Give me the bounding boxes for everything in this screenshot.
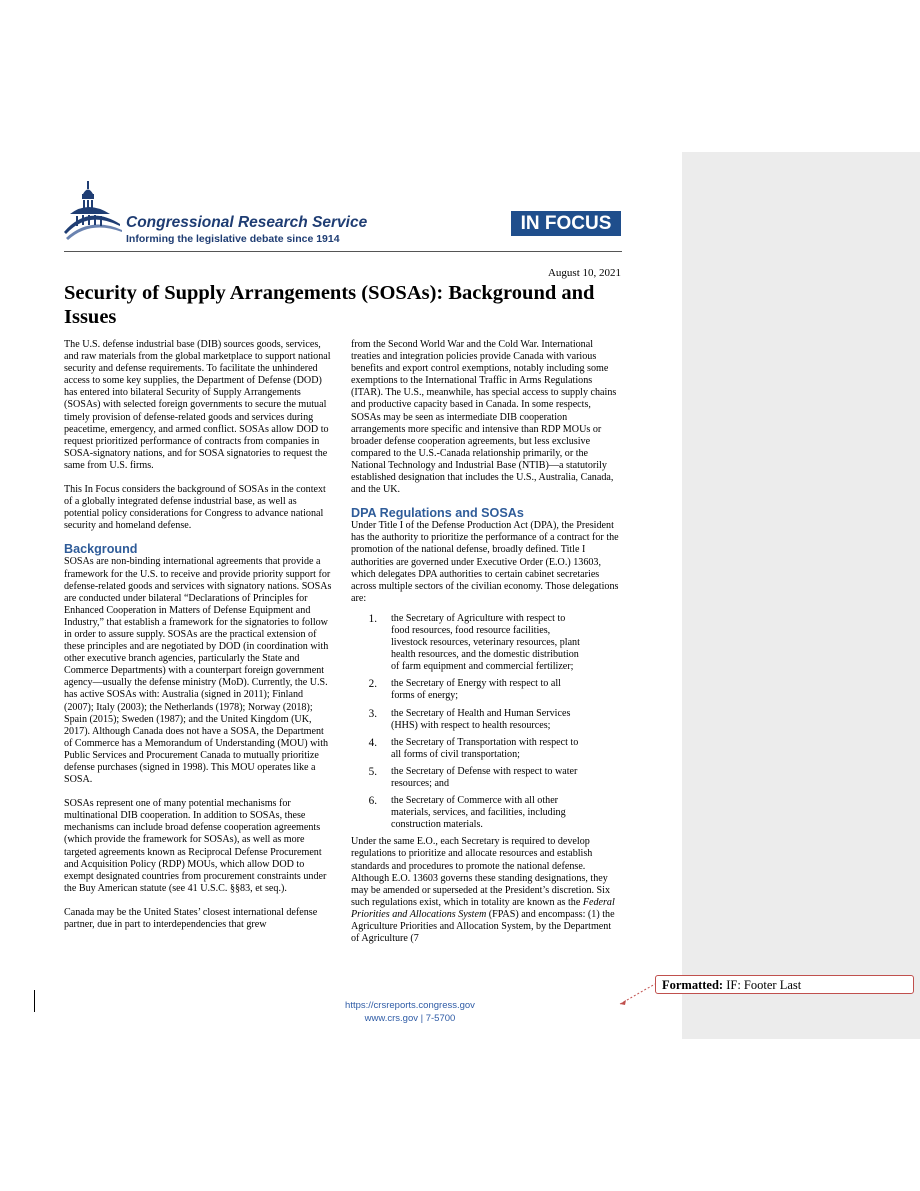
formatting-comment-balloon[interactable]: Formatted: IF: Footer Last [655,975,914,994]
list-item: 6. the Secretary of Commerce with all other materials, services, and facilities, including construction materials. [368,795,566,831]
left-column [64,339,334,943]
heading-background: Background [64,542,138,557]
regulations-paragraph: Under the same E.O., each Secretary is required to develop regulations to prioritize and allocate resources and establish standards and procedures to promote the national defense. Although E.O. 13603 governs these standing designations, they may be amended or superseded at the President’s discretion. Six such regulations exist, which in totality are known as the Federal Priorities and Allocations System (FPAS) and encompass: (1) the Agriculture Priorities and Allocation System, by the Department of Agriculture (7 [351,836,615,945]
list-item: 3. the Secretary of Health and Human Services (HHS) with respect to health resources; [368,707,571,731]
logo-title: Congressional Research Service [126,214,368,231]
comment-margin-pane [682,152,920,1039]
change-bar [34,990,35,1012]
footer-crs-info: www.crs.gov | 7-5700 [364,1013,456,1024]
header-divider [64,251,622,252]
list-item: 1. the Secretary of Agriculture with respect to food resources, food resource facilities, livestock resources, veterinary resources, plant health resources, and the domestic distribution of farm equipment and commercial fertilizer; [368,612,580,673]
mechanisms-paragraph: SOSAs represent one of many potential mechanisms for multinational DIB cooperation. In addition to SOSAs, these mechanisms can include broad defense cooperation agreements (which provide the framework for SOSAs), as well as more targeted agreements known as Reciprocal Defense Procurement and Acquisition Policy (RDP) MOUs, which allow DOD to exempt designated countries from procurement constraints under the Buy American statute (see 41 U.S.C. §§83, et seq.). [64,798,327,894]
dpa-paragraph: Under Title I of the Defense Production Act (DPA), the President has the authority to prioritize the performance of a contract for the promotion of the national defense, broadly defined. Title I authorities are governed under Executive Order (E.O.) 13603, which delegates DPA authorities to certain cabinet secretaries across multiple sectors of the civilian economy. Those delegations are: [351,520,619,604]
heading-dpa: DPA Regulations and SOSAs [351,506,524,521]
capitol-dome-icon [62,180,126,244]
canada-paragraph: Canada may be the United States’ closest international defense partner, due in part to interdependencies that grew [64,906,318,931]
canada-continued-paragraph: from the Second World War and the Cold War. International treaties and integration policies provide Canada with various benefits and export control exemptions, notably including some exemptions to the International Traffic in Arms Regulations (ITAR). The U.S., meanwhile, has special access to supply chains and productive capacity based in Canada. In some respects, SOSAs may be seen as intermediate DIB cooperation arrangements more specific and intensive than RDP MOUs or broader defense cooperation agreements, but less exclusive compared to the U.S.-Canada relationship primarily, or the National Technology and Industrial Base (NTIB)—a statutorily established designation that includes the U.S., Australia, Canada, and the UK. [351,339,617,496]
right-column [351,339,621,957]
delegations-list [351,613,621,832]
publication-date: August 10, 2021 [547,267,621,279]
footer-link-crsreports[interactable]: https://crsreports.congress.gov [345,1000,475,1011]
logo-subtitle: Informing the legislative debate since 1914 [126,233,340,245]
list-item: 5. the Secretary of Defense with respect to water resources; and [368,765,578,789]
background-paragraph: SOSAs are non-binding international agreements that provide a framework for the U.S. to receive and provide priority support for defense-related goods and services with signatory nations. SOSAs are conducted under bilateral “Declarations of Principles for Enhanced Cooperation in Matters of Defense Equipment and Industry,” that establish a framework for the signatories to follow in order to assure supply. SOSAs are the practical extension of these principles and are negotiated by DOD (in coordination with other executive branch agencies, particularly the State and Commerce Departments) with a counterpart foreign government agency—usually the defense ministry (MoD). Currently, the U.S. has active SOSAs with: Australia (signed in 2011); Finland (2007); Italy (2003); the Netherlands (1978); Norway (2018); Spain (2015); Sweden (1987); and the United Kingdom (UK, 2017). Although Canada does not have a SOSA, the Department of Commerce has a Memorandum of Understanding (MOU) with Public Services and Procurement Canada to mutually prioritize defense purchases (signed in 1998). This MOU operates like a SOSA. [64,556,332,786]
document-title: Security of Supply Arrangements (SOSAs): Background and Issues [64,282,595,328]
list-item: 4. the Secretary of Transportation with respect to all forms of civil transportation; [368,736,579,760]
in-focus-badge: IN FOCUS [511,211,621,236]
intro-paragraph: The U.S. defense industrial base (DIB) sources goods, services, and raw materials from the global marketplace to support national security and defense requirements. To facilitate the unhindered access to some key supplies, the Department of Defense (DOD) has entered into bilateral Security of Supply Arrangements (SOSAs) with selected foreign governments to secure the mutual timely provision of defense-related goods and services during peacetime, emergency, and armed conflict. SOSAs allow DOD to request prioritized performance of contracts from companies in SOSA-signatory nations, and for SOSA signatories to request the same from U.S. firms. [64,339,331,471]
scope-paragraph: This In Focus considers the background of SOSAs in the context of a globally integrated defense industrial base, as well as potential policy considerations for Congress to advance national security and homeland defense. [64,484,326,532]
crs-logo [62,180,372,250]
list-item: 2. the Secretary of Energy with respect to all forms of energy; [368,678,561,702]
